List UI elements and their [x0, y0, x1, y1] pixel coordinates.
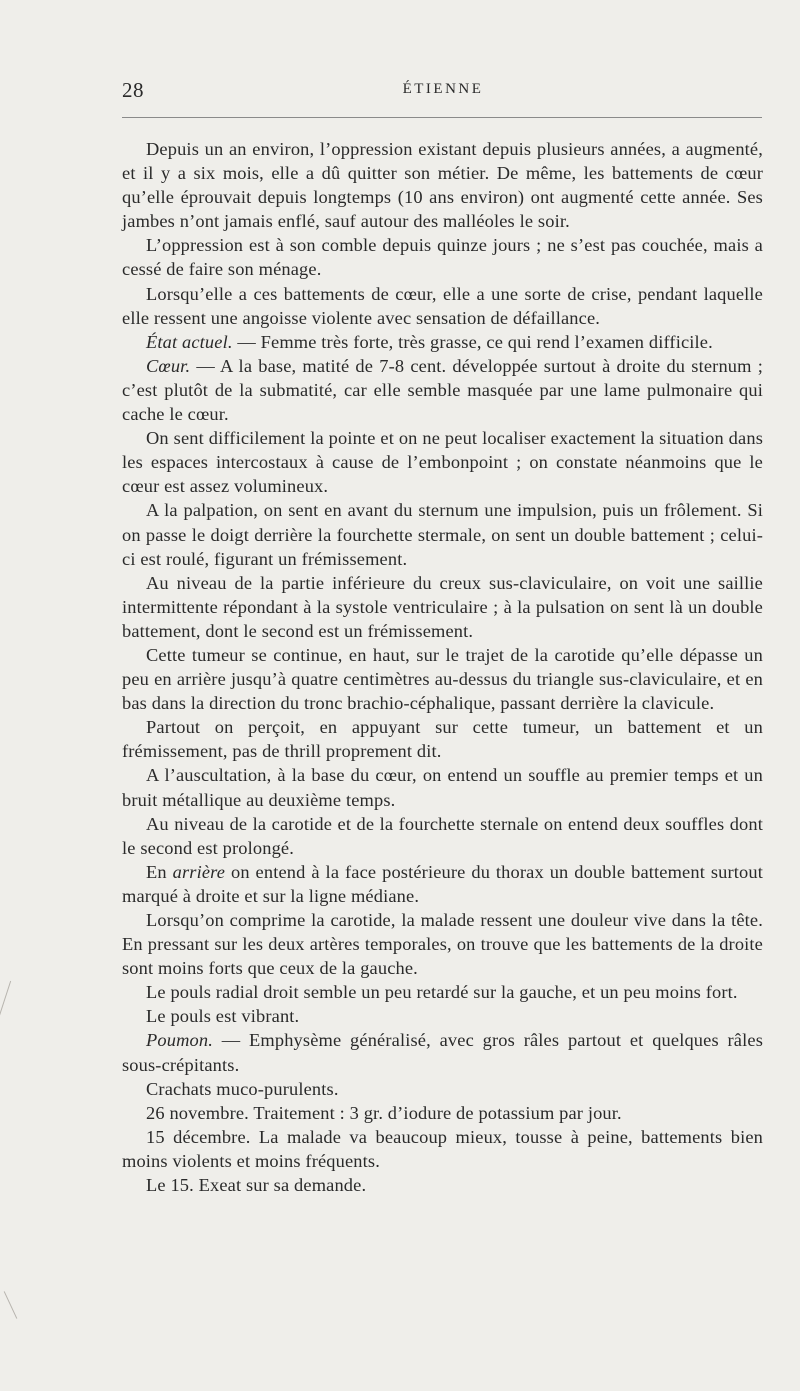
paragraph: Cette tumeur se continue, en haut, sur le trajet de la carotide qu’elle dépasse un peu en arrière jusqu’à quatre centimètres au-dessus du triangle sus-claviculaire, et en bas dans la direction du tronc brachio-céphalique, passant derrière la clavicule.	[122, 644, 763, 714]
section-lead: Poumon.	[146, 1030, 213, 1051]
paragraph: Au niveau de la carotide et de la fourchette sternale on entend deux souffles dont le second est prolongé.	[122, 813, 763, 858]
running-title: ÉTIENNE	[402, 81, 484, 97]
italic-term: arrière	[172, 861, 226, 882]
paragraph: Au niveau de la partie inférieure du creux sus-claviculaire, on voit une saillie intermittente répondant à la systole ventriculaire ; à la pulsation on sent là un double battement, dont le second est un frémissement.	[122, 572, 763, 641]
paragraph: En arrière on entend à la face postérieure du thorax un double battement surtout marqué à droite et sur la ligne médiane.	[122, 861, 763, 906]
paragraph: Le pouls radial droit semble un peu retardé sur la gauche, et un peu moins fort.	[146, 982, 738, 1003]
paragraph: Depuis un an environ, l’oppression existant depuis plusieurs années, a augmenté, et il y a six mois, elle a dû quitter son métier. De même, les battements de cœur qu’elle éprouvait depuis longtemps (10 ans environ) ont augmenté cette année. Ses jambes n’ont jamais enflé, sauf autour des malléoles le soir.	[122, 139, 763, 232]
paragraph: Cœur. — A la base, matité de 7-8 cent. développée surtout à droite du sternum ; c’est plutôt de la submatité, car elle semble masquée par une lame pulmonaire qui cache le cœur.	[122, 355, 763, 425]
paragraph: Lorsqu’on comprime la carotide, la malade ressent une douleur vive dans la tête. En pressant sur les deux artères temporales, on trouve que les battements de la droite sont moins forts que ceux de la gauche.	[122, 910, 763, 979]
section-lead: Cœur.	[146, 355, 191, 376]
page-number: 28	[122, 78, 144, 102]
paragraph: Lorsqu’elle a ces battements de cœur, elle a une sorte de crise, pendant laquelle elle ressent une angoisse violente avec sensation de défaillance.	[122, 283, 763, 328]
header-rule	[122, 117, 762, 118]
paragraph: On sent difficilement la pointe et on ne peut localiser exactement la situation dans les espaces intercostaux à cause de l’embonpoint ; on constate néanmoins que le cœur est assez volumineux.	[122, 428, 763, 497]
paragraph: Crachats muco-purulents.	[146, 1078, 339, 1099]
paragraph: L’oppression est à son comble depuis quinze jours ; ne s’est pas couchée, mais a cessé de faire son ménage.	[122, 235, 763, 280]
paragraph: Partout on perçoit, en appuyant sur cette tumeur, un battement et un frémissement, pas de thrill proprement dit.	[122, 717, 763, 762]
scan-edge-mark	[4, 1291, 18, 1319]
paragraph: Poumon. — Emphysème généralisé, avec gros râles partout et quelques râles sous-crépitants.	[122, 1030, 763, 1075]
paragraph: A l’auscultation, à la base du cœur, on entend un souffle au premier temps et un bruit métallique au deuxième temps.	[122, 765, 763, 810]
page-header	[122, 78, 764, 104]
paragraph: Le pouls est vibrant.	[146, 1006, 300, 1027]
body-text	[122, 137, 763, 1197]
paragraph: 26 novembre. Traitement : 3 gr. d’iodure de potassium par jour.	[146, 1102, 622, 1123]
paragraph: 15 décembre. La malade va beaucoup mieux, tousse à peine, battements bien moins violents et moins fréquents.	[122, 1126, 763, 1171]
section-lead: État actuel.	[146, 331, 233, 352]
paragraph: État actuel. — Femme très forte, très grasse, ce qui rend l’examen difficile.	[146, 331, 713, 352]
paragraph: Le 15. Exeat sur sa demande.	[146, 1175, 367, 1196]
scan-edge-mark	[0, 981, 11, 1019]
paragraph: A la palpation, on sent en avant du sternum une impulsion, puis un frôlement. Si on passe le doigt derrière la fourchette stermale, on sent un double battement ; celui-ci est roulé, figurant un frémissement.	[122, 500, 763, 569]
